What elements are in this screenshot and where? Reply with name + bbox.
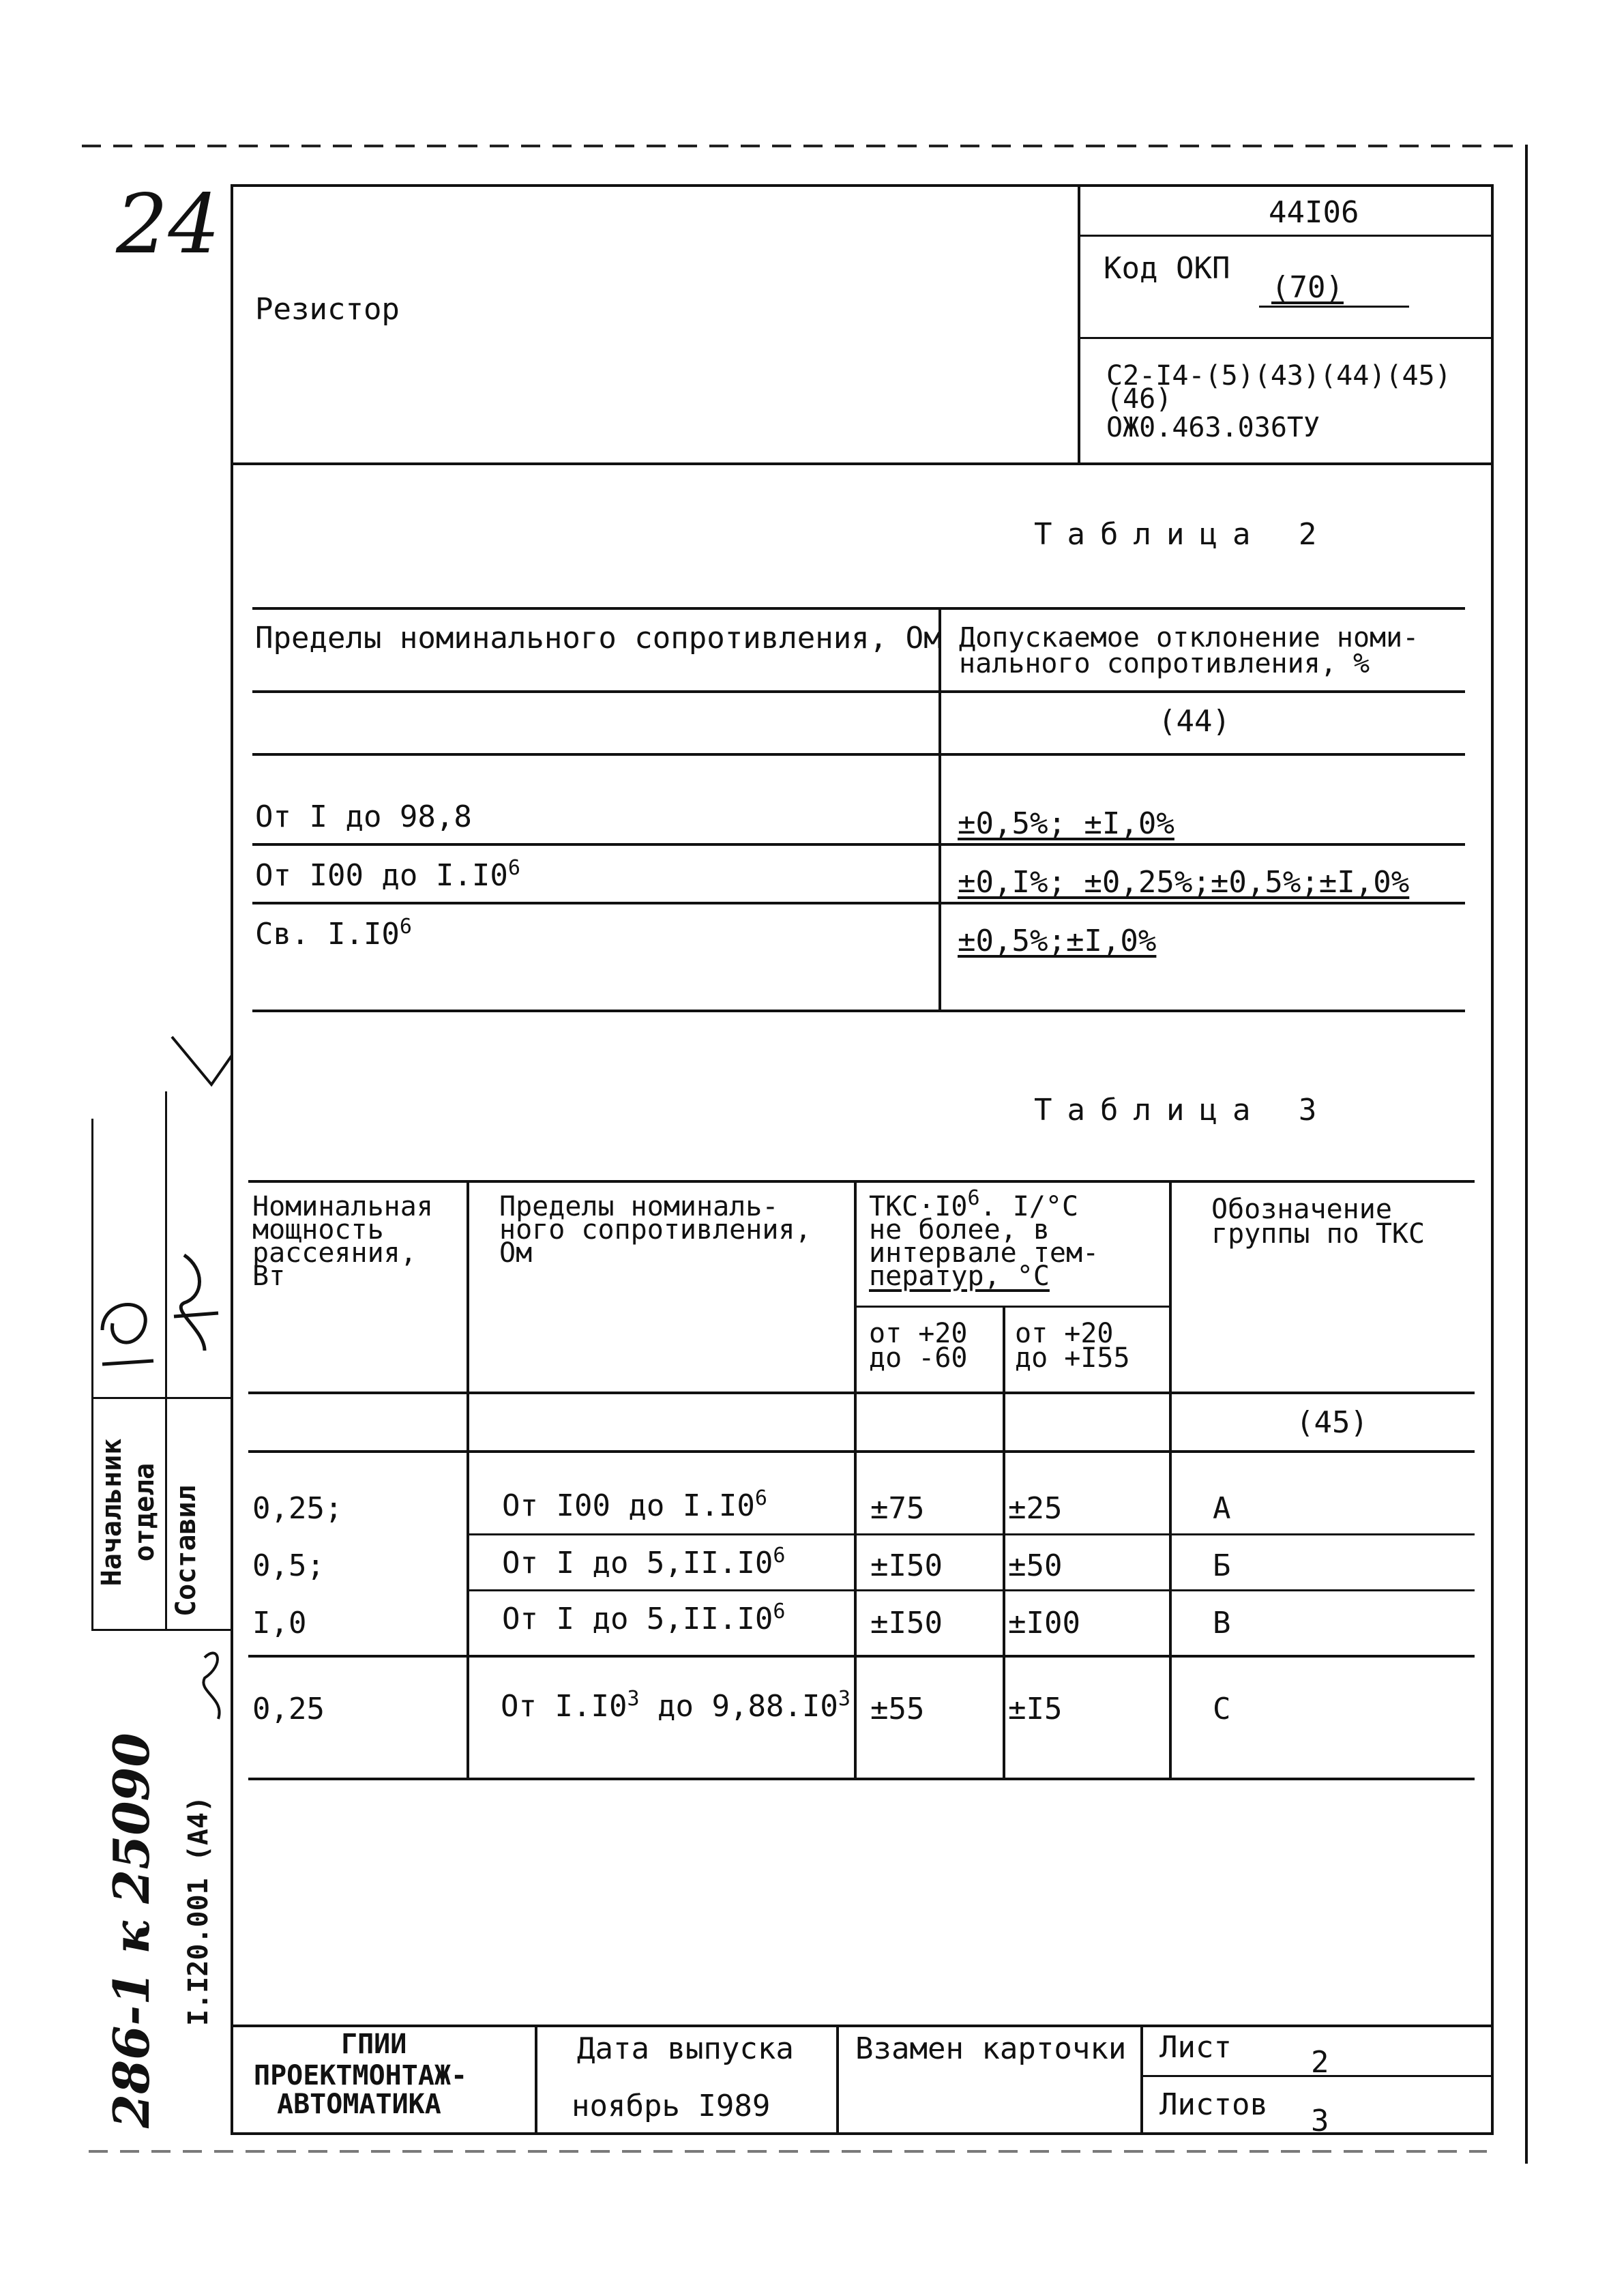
table3-col3-header-1: $ТКС\cdot I0^6$. I/°С [869,1186,1079,1222]
header-bottom [231,462,1494,465]
table3-col3b-header-2: до +I55 [1015,1342,1130,1374]
footer-org-2: ПРОЕКТМОНТАЖ- [254,2060,468,2091]
table3-row4-tks2: ±I5 [1008,1692,1063,1726]
footer-div3 [1140,2025,1143,2134]
designation-line2: (46) [1106,383,1172,415]
footer-sheet-value: 2 [1311,2045,1329,2080]
table3-col3-header-3: интервале тем- [869,1237,1099,1269]
designation-line1: С2-I4-(5)(43)(44)(45) [1106,360,1451,392]
table3-col3a-header-1: от +20 [869,1318,968,1349]
table3-title: Таблица 3 [1034,1093,1332,1128]
table3-ref-bottom [248,1450,1475,1453]
signature-chief [102,1305,153,1365]
table2-col2-header-2: нального сопротивления, % [959,648,1370,679]
table3-row4-group: С [1213,1692,1231,1726]
table3-bottom [248,1778,1475,1780]
table3-row3-tks1: ±I50 [870,1606,943,1640]
table3-row3-tks2: ±I00 [1008,1606,1080,1640]
table3-col1-divider [467,1180,469,1779]
table3-row1-bottom [467,1533,1475,1535]
table3-col1-header-2: мощность [252,1214,384,1246]
table2-row2-tolerance: ±0,I%; ±0,25%;±0,5%;±I,0% [958,865,1410,900]
product-name: Резистор [255,292,400,327]
side-role2: Составил [171,1485,202,1617]
table3-row4-range: От $I.I0^3$ до $9,88.I0^3$ [501,1687,851,1724]
table2-row3-range: Св. $I.I0^6$ [255,915,412,952]
table3-col2-header-1: Пределы номиналь- [499,1191,779,1222]
okp-value: (70) [1271,270,1344,305]
table3-col3-header-4: ператур, °С [869,1261,1050,1292]
table3-row2-group: Б [1213,1548,1231,1583]
spec-number: ОЖ0.463.036ТУ [1106,412,1320,443]
table3-row4-power: 0,25 [252,1692,325,1726]
table3-row2-power: 0,5; [252,1548,325,1583]
table3-row3-power: I,0 [252,1606,307,1640]
table3-col3-header-2: не более, в [869,1214,1050,1246]
card-top-border [231,184,1494,187]
header-code: 44I06 [1269,195,1359,230]
footer-replaces-label: Взамен карточки [855,2031,1127,2066]
table2-row1-tolerance: ±0,5%; ±I,0% [958,806,1174,841]
table3-row2-tks1: ±I50 [870,1548,943,1583]
table2-top [252,607,1465,610]
table2-row2-bottom [252,902,1465,904]
table3-col1-header-3: рассеяния, [252,1237,417,1269]
table3-row1-power: 0,25; [252,1491,343,1526]
table2-row2-range: От I00 до $I.I0^6$ [255,856,520,893]
table3-col1-header-4: Вт [252,1261,286,1292]
table3-col4-divider [1169,1180,1172,1779]
table2-col2-ref: (44) [1158,704,1230,739]
signature-small [203,1653,219,1719]
table3-header-bottom [248,1392,1475,1394]
table3-col4-header-1: Обозначение [1211,1194,1392,1225]
table2-row3-tolerance: ±0,5%;±I,0% [958,924,1157,958]
footer-sheet-label: Лист [1159,2030,1232,2065]
footer-div1 [535,2025,537,2134]
table3-row2-range: От I до $5,II.I0^6$ [502,1544,786,1580]
table3-row1-tks1: ±75 [870,1491,925,1526]
table3-col3b-header-1: от +20 [1015,1318,1114,1349]
table3-row1-group: А [1213,1491,1231,1526]
table3-group-bottom [248,1655,1475,1658]
header-code-line [1078,235,1494,237]
table3-row1-tks2: ±25 [1008,1491,1063,1526]
table2-col2-header-1: Допускаемое отклонение номи- [959,622,1419,653]
footer-sheets-label: Листов [1159,2087,1268,2122]
table2-col1-header: Пределы номинального сопротивления, Ом [255,621,942,656]
header-okp-line [1078,337,1494,339]
table3-col2-header-3: Ом [499,1237,533,1269]
table3-row2-tks2: ±50 [1008,1548,1063,1583]
okp-label: Код ОКП [1104,251,1230,286]
footer-top [231,2025,1494,2027]
footer-div2 [836,2025,839,2134]
table3-col2-divider [854,1180,857,1779]
table3-row4-tks1: ±55 [870,1692,925,1726]
table2-ref-bottom [252,753,1465,756]
card-right-border [1491,184,1494,2135]
side-form-code: I.I20.001 (А4) [183,1795,214,2026]
footer-org-1: ГПИИ [341,2029,407,2060]
table3-col1-header-1: Номинальная [252,1191,433,1222]
table3-subheader-line [854,1306,1172,1308]
page-number-handwritten: 24 [116,177,220,272]
bottom-border [89,2150,1487,2153]
table3-row3-range: От I до $5,II.I0^6$ [502,1600,786,1636]
table2-title: Таблица 2 [1034,517,1332,552]
table3-col4-ref: (45) [1296,1405,1368,1440]
table3-col3-divider [1003,1306,1005,1779]
tick-mark [172,1037,232,1085]
table3-row3-group: В [1213,1606,1231,1640]
side-registration: 286-1 к 25090 [102,1733,160,2128]
footer-issue-date: ноябрь I989 [572,2089,771,2123]
signature-marks [0,1010,232,1760]
table2-header-bottom [252,690,1465,693]
table2-col-divider [938,607,941,1010]
table2-row1-range: От I до 98,8 [255,799,472,834]
card-bottom-border [231,2132,1494,2135]
footer-issue-label: Дата выпуска [577,2031,794,2066]
table3-row2-bottom [467,1589,1475,1591]
table3-col2-header-2: ного сопротивления, [499,1214,812,1246]
header-divider [1078,184,1080,464]
table3-col4-header-2: группы по ТКС [1211,1218,1425,1250]
table3-row1-range: От I00 до $I.I0^6$ [502,1486,767,1523]
table3-top [248,1180,1475,1183]
footer-org-3: АВТОМАТИКА [277,2089,441,2120]
table3-col3a-header-2: до -60 [869,1342,968,1374]
table2-row1-bottom [252,843,1465,846]
footer-sheets-value: 3 [1311,2104,1329,2138]
table2-bottom [252,1010,1465,1012]
top-border [82,145,1514,147]
signature-author [174,1255,218,1351]
okp-underline [1259,306,1409,308]
right-page-edge [1525,145,1528,2164]
side-role1: Начальник отдела [96,1438,160,1587]
